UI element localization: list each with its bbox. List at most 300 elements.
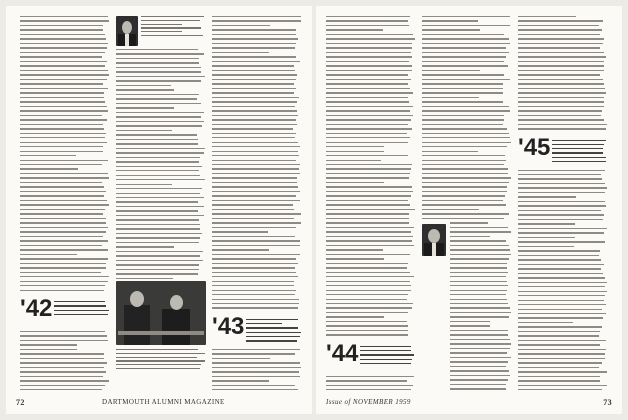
text-line <box>326 88 410 89</box>
text-line <box>246 319 298 320</box>
text-line <box>212 204 293 205</box>
text-line <box>326 213 409 214</box>
text-line <box>116 184 172 185</box>
text-line <box>116 215 204 216</box>
right-column-1 <box>326 16 416 390</box>
text-line <box>212 254 300 255</box>
left-column-2 <box>116 16 206 390</box>
text-line <box>20 43 108 44</box>
text-line <box>20 119 107 120</box>
text-line <box>518 326 602 327</box>
text-line <box>326 133 407 134</box>
text-line <box>422 146 507 147</box>
text-line <box>212 83 294 84</box>
text-line <box>360 359 412 360</box>
body-text <box>212 16 302 309</box>
text-line <box>422 128 507 129</box>
class-numeral: '44 <box>326 339 359 367</box>
text-line <box>326 227 414 228</box>
text-line <box>54 314 108 315</box>
text-line <box>212 173 300 174</box>
text-line <box>326 222 409 223</box>
text-line <box>20 389 102 390</box>
text-line <box>141 31 182 32</box>
text-line <box>20 335 107 336</box>
text-line <box>20 137 105 138</box>
text-line <box>212 222 301 223</box>
text-line <box>116 278 173 279</box>
text-line <box>518 210 601 211</box>
text-line <box>450 249 510 250</box>
text-line <box>326 376 414 377</box>
text-line <box>116 228 200 229</box>
text-line <box>20 285 105 286</box>
text-line <box>422 61 504 62</box>
text-line <box>422 47 506 48</box>
text-line <box>212 299 299 300</box>
body-text <box>518 16 608 130</box>
text-line <box>212 74 297 75</box>
text-line <box>326 61 409 62</box>
text-line <box>116 175 200 176</box>
text-line <box>116 237 200 238</box>
text-line <box>518 380 600 381</box>
text-line <box>116 364 201 365</box>
text-line <box>422 65 508 66</box>
text-line <box>116 264 199 265</box>
text-line <box>518 47 600 48</box>
text-line <box>116 49 198 50</box>
text-line <box>212 110 297 111</box>
text-line <box>450 316 509 317</box>
text-line <box>212 367 301 368</box>
text-line <box>518 174 601 175</box>
text-line <box>212 34 296 35</box>
text-line <box>212 263 298 264</box>
text-line <box>20 254 77 255</box>
text-line <box>518 205 606 206</box>
text-line <box>422 182 509 183</box>
text-line <box>326 97 408 98</box>
text-line <box>422 43 510 44</box>
text-line <box>326 267 407 268</box>
text-line <box>212 307 298 308</box>
text-line <box>212 56 296 57</box>
text-line <box>518 83 604 84</box>
text-line <box>518 128 606 129</box>
text-line <box>360 350 411 351</box>
text-line <box>246 340 297 341</box>
text-line <box>20 115 102 116</box>
text-line <box>116 71 201 72</box>
text-line <box>212 353 295 354</box>
text-line <box>326 173 410 174</box>
text-line <box>20 290 104 291</box>
text-line <box>326 177 409 178</box>
text-line <box>518 88 605 89</box>
text-line <box>518 362 602 363</box>
text-line <box>212 47 295 48</box>
text-line <box>518 74 600 75</box>
left-page-footer <box>6 398 312 408</box>
text-line <box>518 349 606 350</box>
text-line <box>422 133 509 134</box>
text-line <box>450 263 507 264</box>
text-line <box>450 339 510 340</box>
text-line <box>212 119 296 120</box>
text-line <box>212 38 298 39</box>
text-line <box>326 294 408 295</box>
text-line <box>326 20 408 21</box>
text-line <box>116 242 199 243</box>
text-line <box>422 177 511 178</box>
text-line <box>326 303 413 304</box>
class-officer-block <box>552 140 608 166</box>
text-line <box>20 191 106 192</box>
text-line <box>450 245 509 246</box>
text-line <box>212 61 300 62</box>
text-line <box>212 227 296 228</box>
text-line <box>518 304 606 305</box>
text-line <box>422 218 504 219</box>
text-line <box>20 146 103 147</box>
class-heading-44 <box>326 340 416 372</box>
text-line <box>518 389 602 390</box>
text-line <box>518 358 605 359</box>
text-line <box>20 182 102 183</box>
text-line <box>326 101 409 102</box>
text-line <box>518 317 603 318</box>
text-line <box>20 124 103 125</box>
text-line <box>116 188 202 189</box>
text-line <box>212 358 270 359</box>
text-line <box>212 213 301 214</box>
text-line <box>212 349 300 350</box>
text-line <box>518 340 606 341</box>
text-line <box>326 385 413 386</box>
text-line <box>116 98 197 99</box>
text-line <box>518 183 605 184</box>
text-line <box>116 179 205 180</box>
text-line <box>326 142 408 143</box>
text-line <box>20 218 106 219</box>
text-line <box>212 16 301 17</box>
text-line <box>450 330 508 331</box>
text-line <box>422 74 504 75</box>
text-line <box>116 251 203 252</box>
text-line <box>54 301 105 302</box>
text-line <box>116 125 202 126</box>
text-line <box>518 101 604 102</box>
text-line <box>552 161 606 162</box>
text-line <box>20 56 102 57</box>
text-line <box>518 282 607 283</box>
text-line <box>360 346 411 347</box>
text-line <box>326 110 410 111</box>
text-line <box>326 74 408 75</box>
text-line <box>518 385 607 386</box>
body-text <box>326 376 416 390</box>
text-line <box>20 344 77 345</box>
text-line <box>116 103 201 104</box>
text-line <box>116 260 203 261</box>
text-line <box>212 142 298 143</box>
text-line <box>20 101 105 102</box>
text-line <box>450 370 509 371</box>
text-line <box>116 210 198 211</box>
text-line <box>212 195 296 196</box>
text-line <box>116 94 199 95</box>
text-line <box>212 182 297 183</box>
text-line <box>326 281 410 282</box>
text-line <box>326 254 410 255</box>
text-line <box>212 272 296 273</box>
text-line <box>518 291 607 292</box>
text-line <box>326 218 409 219</box>
text-line <box>116 85 171 86</box>
text-line <box>326 92 413 93</box>
text-line <box>116 233 202 234</box>
text-line <box>20 380 109 381</box>
text-line <box>20 20 109 21</box>
text-line <box>326 312 408 313</box>
text-line <box>518 115 601 116</box>
text-line <box>450 321 490 322</box>
text-line <box>518 295 605 296</box>
text-line <box>326 160 381 161</box>
text-line <box>212 285 294 286</box>
text-line <box>518 124 607 125</box>
text-line <box>20 340 108 341</box>
text-line <box>20 92 104 93</box>
text-line <box>326 330 408 331</box>
text-line <box>20 151 103 152</box>
text-line <box>212 65 294 66</box>
text-line <box>116 201 198 202</box>
text-line <box>326 47 412 48</box>
text-line <box>212 240 300 241</box>
text-line <box>422 191 507 192</box>
text-line <box>326 155 408 156</box>
text-line <box>422 101 503 102</box>
text-line <box>518 25 599 26</box>
text-line <box>518 201 605 202</box>
text-line <box>20 128 104 129</box>
text-line <box>54 310 109 311</box>
text-line <box>518 313 606 314</box>
text-line <box>212 92 294 93</box>
text-line <box>450 281 507 282</box>
text-line <box>518 322 573 323</box>
text-line <box>518 353 605 354</box>
text-line <box>20 227 108 228</box>
text-line <box>450 254 511 255</box>
text-line <box>552 152 603 153</box>
text-line <box>450 290 507 291</box>
text-line <box>246 323 282 324</box>
text-line <box>422 92 503 93</box>
text-line <box>422 106 509 107</box>
text-line <box>116 107 174 108</box>
text-line <box>212 106 295 107</box>
right-page-footer <box>316 398 622 408</box>
text-line <box>450 384 506 385</box>
text-line <box>116 152 204 153</box>
text-line <box>116 246 174 247</box>
text-line <box>360 354 414 355</box>
text-line <box>20 177 109 178</box>
text-line <box>212 164 300 165</box>
text-line <box>212 20 301 21</box>
text-line <box>20 358 104 359</box>
text-line <box>422 52 509 53</box>
text-line <box>326 29 383 30</box>
text-line <box>116 193 200 194</box>
text-line <box>518 192 605 193</box>
text-line <box>518 228 607 229</box>
text-line <box>20 195 104 196</box>
text-line <box>326 25 409 26</box>
text-line <box>518 232 604 233</box>
text-line <box>422 110 510 111</box>
text-line <box>20 88 108 89</box>
text-line <box>212 236 295 237</box>
text-line <box>116 349 198 350</box>
text-line <box>212 124 297 125</box>
text-line <box>518 70 604 71</box>
text-line <box>326 285 411 286</box>
text-line <box>326 191 413 192</box>
text-line <box>518 20 603 21</box>
text-line <box>20 231 106 232</box>
text-line <box>246 327 298 328</box>
text-line <box>518 273 603 274</box>
text-line <box>116 166 202 167</box>
text-line <box>20 186 104 187</box>
text-line <box>518 331 600 332</box>
text-line <box>450 303 508 304</box>
text-line <box>326 290 411 291</box>
page-folio: 73 <box>603 398 612 407</box>
text-line <box>20 385 105 386</box>
text-line <box>116 353 205 354</box>
text-line <box>518 61 604 62</box>
text-line <box>326 38 415 39</box>
text-line <box>518 309 602 310</box>
text-line <box>20 70 108 71</box>
class-officer-block <box>360 346 416 367</box>
text-line <box>450 352 507 353</box>
text-line <box>20 204 109 205</box>
text-line <box>518 187 607 188</box>
text-line <box>450 285 508 286</box>
text-line <box>20 331 105 332</box>
text-line <box>450 236 490 237</box>
text-line <box>141 24 182 25</box>
text-line <box>422 160 506 161</box>
running-footer: DARTMOUTH ALUMNI MAGAZINE <box>102 398 225 406</box>
text-line <box>116 273 198 274</box>
text-line <box>20 29 103 30</box>
class-heading-43 <box>212 313 302 345</box>
text-line <box>212 376 300 377</box>
text-line <box>20 168 78 169</box>
text-line <box>422 115 504 116</box>
text-line <box>450 231 511 232</box>
body-text <box>212 349 302 390</box>
text-line <box>212 267 295 268</box>
text-line <box>212 362 300 363</box>
text-line <box>518 16 576 17</box>
text-line <box>20 245 102 246</box>
text-line <box>450 227 508 228</box>
right-page <box>316 6 622 414</box>
text-line <box>422 155 505 156</box>
text-line <box>422 20 478 21</box>
text-line <box>422 29 480 30</box>
left-column-3 <box>212 16 302 390</box>
text-line <box>450 258 509 259</box>
text-line <box>212 186 298 187</box>
text-line <box>422 88 503 89</box>
text-line <box>212 160 296 161</box>
text-line <box>326 43 412 44</box>
text-line <box>450 272 508 273</box>
text-line <box>20 106 107 107</box>
text-line <box>326 186 412 187</box>
text-line <box>116 67 201 68</box>
text-line <box>116 80 201 81</box>
text-line <box>326 389 411 390</box>
text-line <box>326 316 384 317</box>
text-line <box>518 92 606 93</box>
class-numeral: '43 <box>212 312 245 340</box>
text-line <box>518 335 599 336</box>
text-line <box>116 139 198 140</box>
text-line <box>20 376 103 377</box>
text-line <box>326 195 411 196</box>
text-line <box>20 236 103 237</box>
text-line <box>20 110 108 111</box>
text-line <box>450 366 506 367</box>
text-line <box>422 16 510 17</box>
text-line <box>20 65 105 66</box>
text-line <box>20 164 102 165</box>
text-line <box>212 128 293 129</box>
text-line <box>518 52 604 53</box>
text-line <box>518 344 600 345</box>
text-line <box>450 240 506 241</box>
text-line <box>422 137 510 138</box>
text-line <box>20 371 106 372</box>
text-line <box>450 348 510 349</box>
text-line <box>212 29 296 30</box>
text-line <box>116 224 200 225</box>
text-line <box>422 204 506 205</box>
text-line <box>518 106 604 107</box>
text-line <box>422 213 509 214</box>
class-heading-45 <box>518 134 608 166</box>
text-line <box>212 380 269 381</box>
text-line <box>20 213 103 214</box>
text-line <box>518 196 576 197</box>
text-line <box>20 362 107 363</box>
text-line <box>518 241 605 242</box>
page-folio: 72 <box>16 398 25 407</box>
text-line <box>212 231 268 232</box>
text-line <box>326 200 408 201</box>
text-line <box>552 148 603 149</box>
